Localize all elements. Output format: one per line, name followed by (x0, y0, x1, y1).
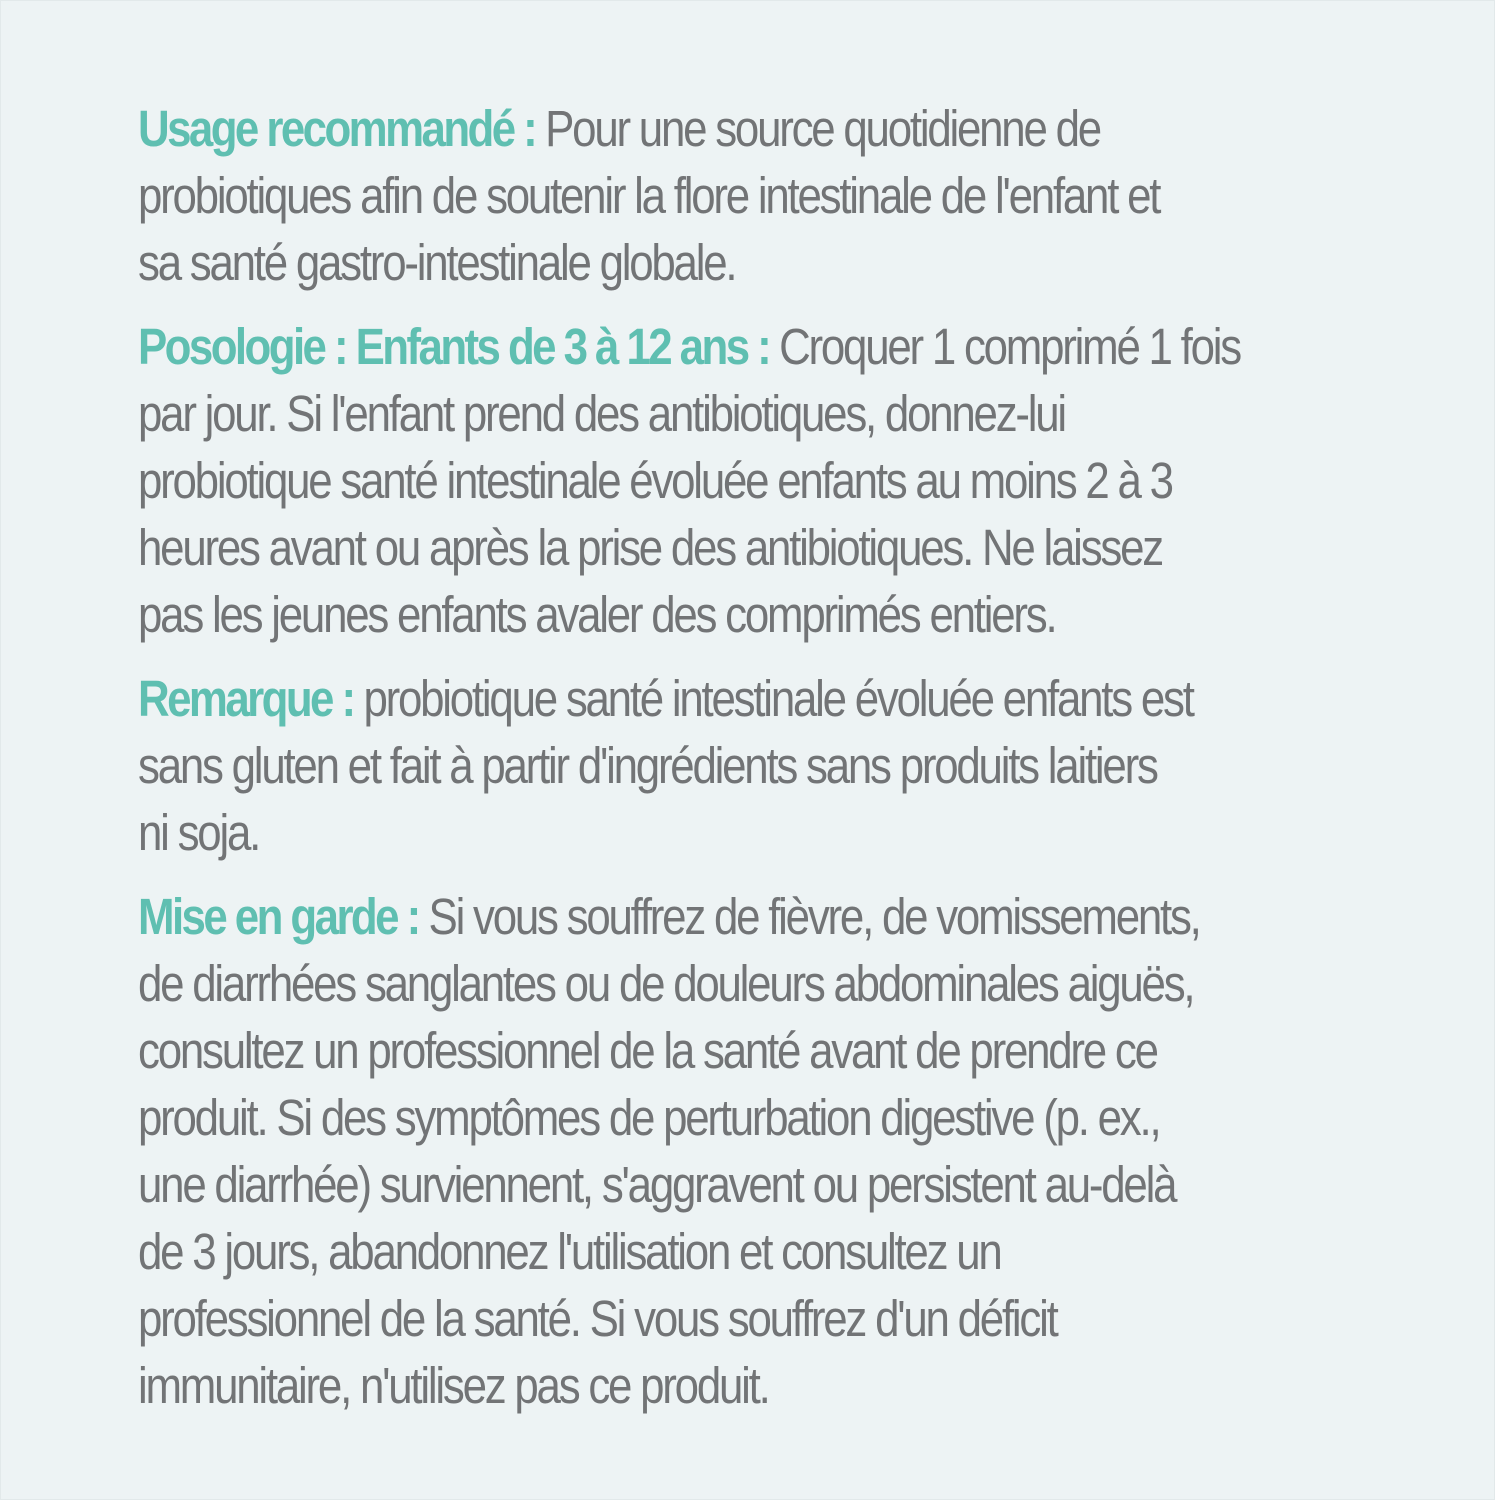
usage-heading: Usage recommandé : (138, 100, 536, 157)
usage-text: Pour une source quotidienne de (535, 100, 1100, 157)
note-line-1 (138, 665, 1370, 732)
dosage-line-4: heures avant ou après la prise des antibiotiques. Ne laissez (138, 519, 1162, 576)
note-section (138, 665, 1370, 866)
warning-line-2: de diarrhées sanglantes ou de douleurs abdominales aiguës, (138, 955, 1194, 1012)
warning-heading: Mise en garde : (138, 888, 419, 945)
warning-line-3: consultez un professionnel de la santé avant de prendre ce (138, 1022, 1157, 1079)
dosage-line-1 (138, 313, 1370, 380)
warning-line-1 (138, 883, 1370, 950)
warning-section (138, 883, 1370, 1419)
dosage-line-5: pas les jeunes enfants avaler des comprimés entiers. (138, 586, 1056, 643)
usage-line-1 (138, 95, 1370, 162)
warning-line-8: immunitaire, n'utilisez pas ce produit. (138, 1357, 769, 1414)
dosage-line-3: probiotique santé intestinale évoluée enfants au moins 2 à 3 (138, 452, 1172, 509)
note-line-2: sans gluten et fait à partir d'ingrédients sans produits laitiers (138, 737, 1157, 794)
note-heading: Remarque : (138, 670, 354, 727)
warning-line-4: produit. Si des symptômes de perturbation digestive (p. ex., (138, 1089, 1160, 1146)
usage-line-3: sa santé gastro-intestinale globale. (138, 234, 736, 291)
note-text: probiotique santé intestinale évoluée enfants est (353, 670, 1193, 727)
dosage-section (138, 313, 1370, 648)
usage-line-2: probiotiques afin de soutenir la flore intestinale de l'enfant et (138, 167, 1160, 224)
dosage-text: Croquer 1 comprimé 1 fois (769, 318, 1240, 375)
warning-line-5: une diarrhée) surviennent, s'aggravent ou persistent au-delà (138, 1156, 1176, 1213)
warning-line-6: de 3 jours, abandonnez l'utilisation et consultez un (138, 1223, 1001, 1280)
label-text-content (138, 95, 1370, 1436)
note-line-3: ni soja. (138, 804, 260, 861)
dosage-heading: Posologie : Enfants de 3 à 12 ans : (138, 318, 770, 375)
dosage-line-2: par jour. Si l'enfant prend des antibiotiques, donnez-lui (138, 385, 1065, 442)
usage-section (138, 95, 1370, 296)
warning-line-7: professionnel de la santé. Si vous souffrez d'un déficit (138, 1290, 1057, 1347)
warning-text: Si vous souffrez de fièvre, de vomissements, (418, 888, 1200, 945)
